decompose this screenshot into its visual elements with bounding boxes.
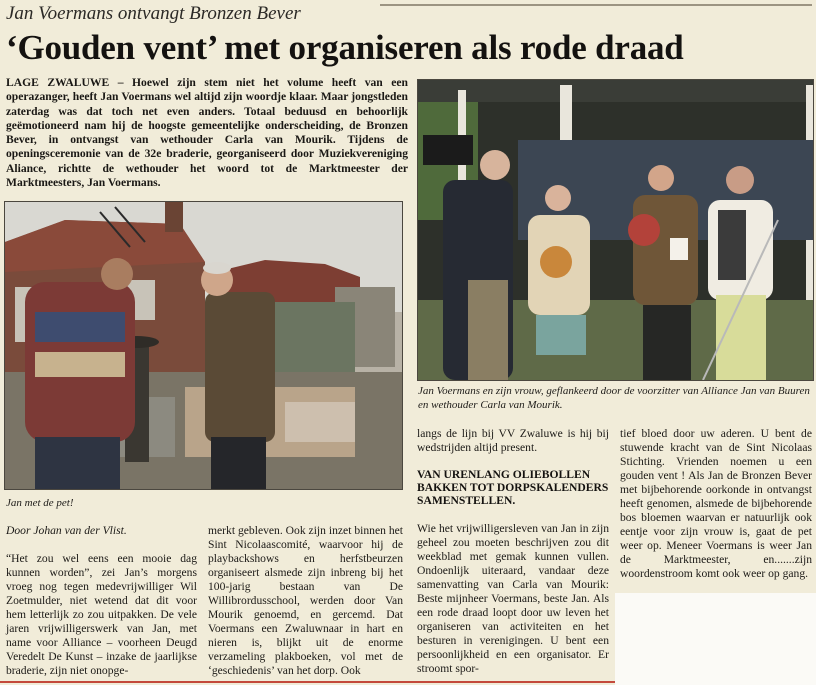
bottom-red-rule (0, 681, 615, 683)
photo-ceremony-group (417, 79, 814, 381)
photo-left-caption: Jan met de pet! (6, 497, 74, 509)
photo-left-illustration (5, 202, 402, 489)
lead-text: – Hoewel zijn stem niet het volume heeft van een operazanger, heeft Jan Voermans wel altijd zijn woordje klaar. Maar jongstleden zaterdag was dat toch net even anders. Totaal beduusd en behoorlijk geëmotioneerd nam hij de hoogste gemeentelijke onderscheiding, de Bronzen Bever, in ontvangst van wethouder Carla van Mourik. Tijdens de openingsceremonie van de 32e braderie, georganiseerd door Muziekvereniging Aliance, richtte de wethouder het woord tot de Marktmeester der Marktmeesters, Jan Voermans. (6, 76, 408, 190)
article-kicker: Jan Voermans ontvangt Bronzen Bever (6, 3, 301, 24)
body-column-4: tief bloed door uw aderen. U bent de stuwende kracht van de Sint Nicolaas Stichting. Vrienden noemen u een gouden vent ! Als Jan de Bronzen Bever met bijbehorende oorkonde in ontvangst heeft genomen, alsmede de bijbehorende bos bloemen waarvan er natuurlijk ook eentje voor zijn vrouw is, gaat de pet weer op. Meneer Voermans is weer Jan de Marktmeester, en.......zijn woordenstroom komt ook weer op gang. (620, 427, 812, 581)
dateline: LAGE ZWALUWE (6, 76, 110, 89)
subhead: VAN URENLANG OLIEBOLLEN BAKKEN TOT DORPSKALENDERS SAMENSTELLEN. (417, 468, 609, 507)
body-column-2: merkt gebleven. Ook zijn inzet binnen het Sint Nicolaascomité, waarvoor hij de playbackshows en herfstbeurzen organiseert alsmede zijn inbreng bij het 100-jarig bestaan van De Willibrordusschool, werden door Van Mourik genoemd, en gercemd. Dat Voermans een Zwaluwnaar in hart en nieren is, blijkt uit de enorme verzameling plakboeken, vol met de ‘geschiedenis’ van het dorp. Ook (208, 524, 403, 678)
photo-jan-met-pet (4, 201, 403, 490)
col1-text: “Het zou wel eens een mooie dag kunnen worden”, zei Jan’s morgens vroeg nog tegen medevrijwilliger Wil Zoetmulder, niet wetend dat dit voor hem letterlijk zo zou uitpakken. De vele jaren vrijwilligerswerk van Jan, met name voor Alliance – voorheen Deugd Veredelt De Kunst – inzake de jaarlijkse braderie, zijn niet onopge- (6, 552, 197, 678)
byline: Door Johan van der Vlist. (6, 524, 127, 537)
body-column-3: Wie het vrijwilligersleven van Jan in zijn geheel zou moeten beschrijven zou dit weekblad met gemak kunnen vullen. Ondoenlijk uiteraard, vandaar deze samenvatting van Carla van Mourik: Beste mijnheer Voermans, beste Jan. Als een rode draad loopt door uw leven het organiseren van activiteiten en het besturen in verenigingen. U bent een persoonlijkheid en een organisator. Er stroomt spor- (417, 522, 609, 676)
photo-right-caption: Jan Voermans en zijn vrouw, geflankeerd door de voorzitter van Alliance Jan van Buuren en wethouder Carla van Mourik. (418, 385, 810, 411)
body-column-1 (6, 524, 197, 678)
body-column-3-top: langs de lijn bij VV Zwaluwe is hij bij wedstrijden altijd present. (417, 427, 609, 455)
article-lead (6, 76, 408, 190)
photo-right-illustration (418, 80, 813, 380)
kicker-rule (380, 4, 812, 6)
blank-area (615, 593, 816, 685)
article-headline: ‘Gouden vent’ met organiseren als rode draad (6, 28, 684, 67)
